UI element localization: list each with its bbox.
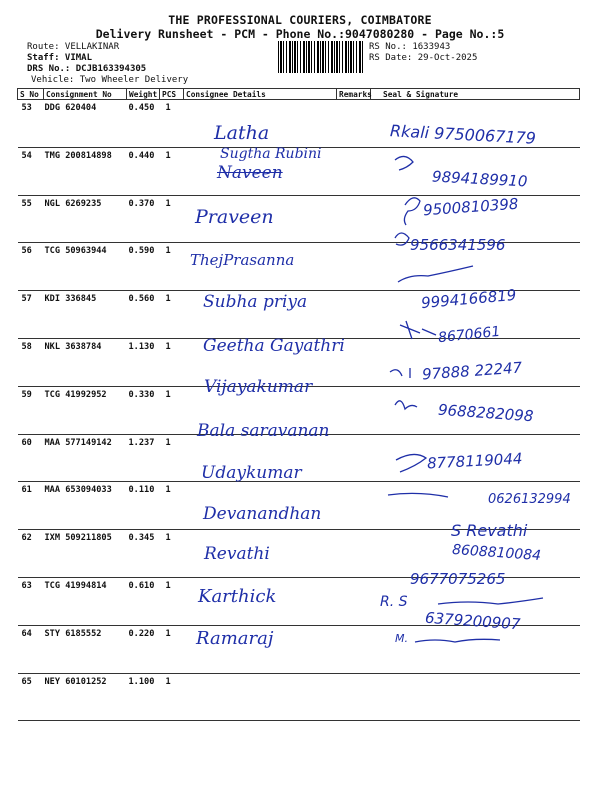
pcs-cell: 1 (160, 673, 184, 721)
handwritten-name: Revathi (204, 544, 270, 564)
handwritten-name: Ramaraj (196, 628, 274, 649)
consignment-cell: NEY 60101252 (44, 673, 127, 721)
handwritten-name: ThejPrasanna (190, 251, 295, 269)
col-signature: Seal & Signature (371, 89, 580, 100)
pcs-cell: 1 (160, 243, 184, 291)
pcs-cell: 1 (160, 434, 184, 482)
sno-cell: 64 (18, 625, 44, 673)
handwritten-name: Praveen (195, 206, 274, 228)
col-pcs: PCS (160, 89, 184, 100)
weight-cell: 1.130 (127, 338, 160, 386)
sno-cell: 55 (18, 195, 44, 243)
document-title: THE PROFESSIONAL COURIERS, COIMBATORE (168, 13, 432, 27)
weight-cell: 1.237 (127, 434, 160, 482)
col-remarks: Remarks (337, 89, 371, 100)
sno-cell: 63 (18, 577, 44, 625)
handwritten-signature: 6379200907 (424, 608, 521, 634)
handwritten-name: Bala saravanan (197, 421, 330, 441)
sno-cell: 58 (18, 338, 44, 386)
weight-cell: 0.220 (127, 625, 160, 673)
consignment-cell: MAA 653094033 (44, 482, 127, 530)
handwritten-name: Vijayakumar (204, 377, 313, 397)
consignment-cell: IXM 509211805 (44, 530, 127, 578)
handwritten-signature: 8670661 (437, 323, 502, 347)
handwritten-signature: 9994166819 (420, 285, 518, 313)
col-weight: Weight (127, 89, 160, 100)
weight-cell: 0.110 (127, 482, 160, 530)
weight-cell: 0.450 (127, 100, 160, 148)
col-sno: S No (18, 89, 44, 100)
consignment-cell: NGL 6269235 (44, 195, 127, 243)
weight-cell: 0.560 (127, 291, 160, 339)
pcs-cell: 1 (160, 338, 184, 386)
staff-label: Staff: VIMAL (27, 53, 93, 63)
table-header-row (18, 89, 580, 100)
drs-number: DRS No.: DCJB163394305 (27, 64, 147, 74)
handwritten-name: Naveen (217, 163, 283, 183)
handwritten-signature: 9566341596 (410, 236, 506, 254)
pcs-cell: 1 (160, 530, 184, 578)
handwritten-signature: S Revathi (451, 521, 528, 540)
handwritten-signature: 97888 22247 (421, 358, 523, 384)
sno-cell: 57 (18, 291, 44, 339)
pcs-cell: 1 (160, 386, 184, 434)
handwritten-name: Karthick (198, 586, 277, 607)
sno-cell: 65 (18, 673, 44, 721)
sno-cell: 59 (18, 386, 44, 434)
handwritten-signature: 9688282098 (437, 400, 534, 426)
rs-number: RS No.: 1633943 (369, 42, 451, 52)
consignment-cell: TCG 41994814 (44, 577, 127, 625)
weight-cell: 1.100 (127, 673, 160, 721)
handwritten-signature: R. S (380, 594, 408, 610)
pcs-cell: 1 (160, 100, 184, 148)
sno-cell: 62 (18, 530, 44, 578)
handwritten-signature: 8608810084 (451, 541, 542, 565)
pcs-cell: 1 (160, 147, 184, 195)
handwritten-name: Sugtha Rubini (220, 146, 322, 162)
sno-cell: 61 (18, 482, 44, 530)
handwritten-signature: M. (395, 632, 408, 645)
rs-date: RS Date: 29-Oct-2025 (369, 53, 478, 63)
sno-cell: 56 (18, 243, 44, 291)
consignment-cell: TCG 41992952 (44, 386, 127, 434)
handwritten-name: Devanandhan (203, 504, 322, 524)
barcode (278, 41, 364, 73)
consignment-cell: KDI 336845 (44, 291, 127, 339)
pcs-cell: 1 (160, 625, 184, 673)
consignment-cell: STY 6185552 (44, 625, 127, 673)
weight-cell: 0.370 (127, 195, 160, 243)
handwritten-name: Subha priya (203, 292, 308, 312)
handwritten-signature: 9677075265 (410, 570, 506, 588)
handwritten-signature: 9894189910 (431, 167, 528, 191)
table-row (18, 673, 580, 721)
sno-cell: 60 (18, 434, 44, 482)
handwritten-name: Geetha Gayathri (203, 336, 345, 356)
consignment-cell: NKL 3638784 (44, 338, 127, 386)
weight-cell: 0.345 (127, 530, 160, 578)
col-consignment: Consignment No (44, 89, 127, 100)
document-subtitle: Delivery Runsheet - PCM - Phone No.:9047080280 - Page No.:5 (95, 27, 505, 41)
pcs-cell: 1 (160, 195, 184, 243)
weight-cell: 0.440 (127, 147, 160, 195)
consignment-cell: MAA 577149142 (44, 434, 127, 482)
weight-cell: 0.330 (127, 386, 160, 434)
sno-cell: 54 (18, 147, 44, 195)
handwritten-signature: 8778119044 (426, 449, 523, 473)
consignment-cell: TCG 50963944 (44, 243, 127, 291)
pcs-cell: 1 (160, 291, 184, 339)
vehicle-label: Vehicle: Two Wheeler Delivery (31, 75, 189, 85)
handwritten-name: Udaykumar (201, 463, 302, 483)
handwritten-signature: 0626132994 (488, 492, 571, 507)
consignment-cell: DDG 620404 (44, 100, 127, 148)
pcs-cell: 1 (160, 577, 184, 625)
pcs-cell: 1 (160, 482, 184, 530)
sno-cell: 53 (18, 100, 44, 148)
consignment-cell: TMG 200814898 (44, 147, 127, 195)
handwritten-signature: 9500810398 (422, 194, 519, 220)
handwritten-signature: Rkali 9750067179 (389, 121, 537, 148)
table-row (18, 625, 580, 673)
weight-cell: 0.610 (127, 577, 160, 625)
route-label: Route: VELLAKINAR (27, 42, 120, 52)
col-consignee: Consignee Details (184, 89, 337, 100)
handwritten-name: Latha (214, 122, 270, 144)
weight-cell: 0.590 (127, 243, 160, 291)
